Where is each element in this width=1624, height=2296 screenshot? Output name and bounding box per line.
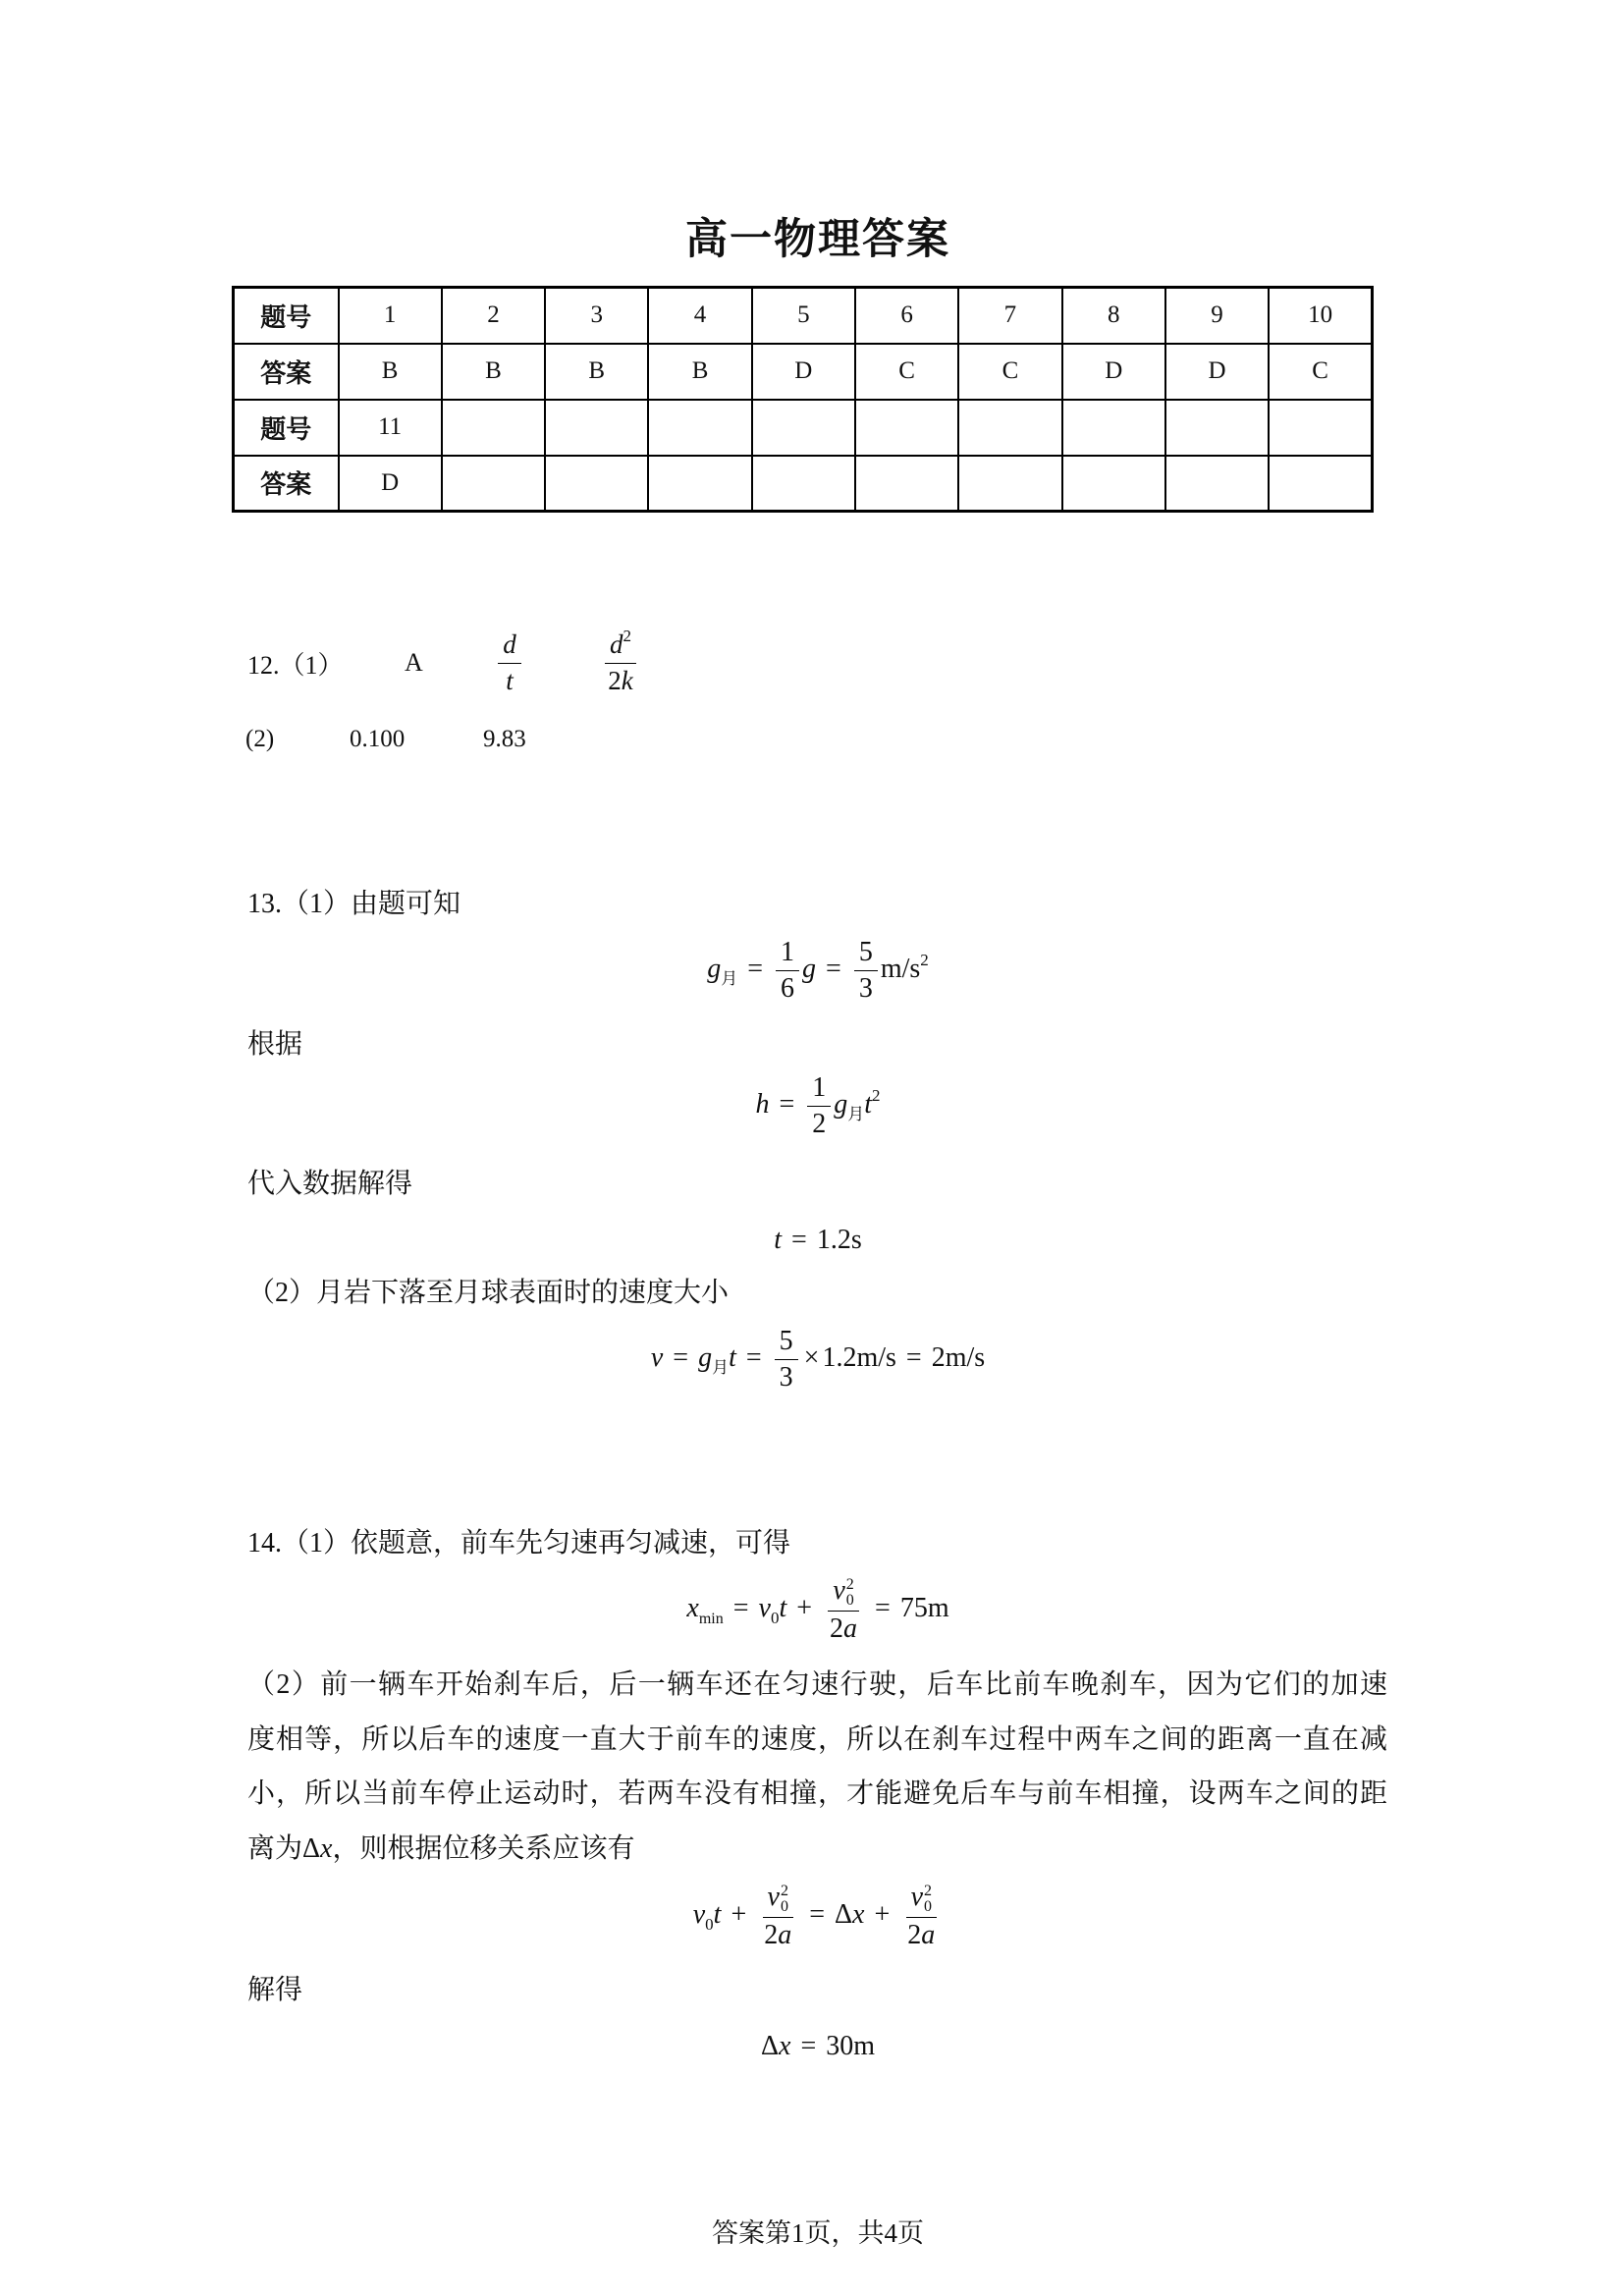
delta-symbol: Δ (835, 1899, 853, 1930)
numerator (605, 629, 636, 663)
table-cell-empty (958, 400, 1061, 456)
table-cell: D (339, 456, 442, 512)
denominator (902, 1918, 940, 1951)
equals-sign: = (779, 1089, 795, 1120)
variable-g: g (698, 1342, 713, 1373)
superscript: 2 (924, 1882, 932, 1899)
q12-value-2: 9.83 (483, 726, 526, 752)
superscript: 2 (780, 1882, 788, 1899)
coefficient: 2 (907, 1919, 922, 1950)
table-cell-empty (752, 456, 855, 512)
table-cell: C (855, 344, 958, 400)
plus-sign: + (731, 1899, 747, 1930)
q13-part2-intro: （2）月岩下落至月球表面时的速度大小 (247, 1278, 730, 1308)
value: 2m/s (931, 1342, 986, 1373)
superscript: 2 (623, 627, 631, 646)
q12-value-1: 0.100 (350, 726, 406, 752)
q12-choice: A (405, 648, 423, 677)
denominator (825, 1612, 862, 1645)
table-cell-empty (442, 456, 545, 512)
table-cell-empty (1062, 400, 1165, 456)
variable-v: v (650, 1342, 664, 1373)
variable-v: v (767, 1881, 780, 1912)
table-cell-empty (1165, 456, 1269, 512)
variable-t: t (864, 1089, 873, 1120)
table-cell: 9 (1165, 288, 1269, 344)
coefficient: 2 (608, 665, 622, 695)
variable-v: v (758, 1593, 771, 1623)
equals-sign: = (809, 1899, 826, 1930)
page-footer: 答案第1页，共4页 (712, 2218, 924, 2248)
q12-expression-1 (487, 624, 532, 702)
q14-part2-line: （2）前一辆车开始刹车后，后一辆车还在匀速行驶，后车比前车晚刹车，因为它们的加速 (247, 1669, 1387, 1700)
variable-a: a (843, 1613, 858, 1644)
numerator: 5 (775, 1326, 798, 1360)
coefficient: 2 (830, 1613, 844, 1644)
q12-expression-2 (591, 624, 650, 702)
numerator: 1 (776, 937, 799, 971)
variable-v: v (692, 1899, 706, 1930)
table-cell: 8 (1062, 288, 1165, 344)
value: 75m (899, 1593, 949, 1623)
variable-t: t (779, 1593, 787, 1623)
q14-part2-line: 小，所以当前车停止运动时，若两车没有相撞，才能避免后车与前车相撞，设两车之间的距 (247, 1778, 1387, 1809)
q13-part1-intro: 13.（1）由题可知 (247, 889, 461, 919)
q12-part2-label: (2) (245, 726, 275, 752)
q14-part2-line: 度相等，所以后车的速度一直大于前车的速度，所以在刹车过程中两车之间的距离一直在减 (247, 1724, 1387, 1755)
subscript-zero: 0 (845, 1591, 854, 1609)
table-row-question-numbers (234, 400, 1373, 456)
equals-sign: = (673, 1342, 689, 1373)
fraction (776, 937, 799, 1005)
equals-sign: = (791, 1225, 807, 1255)
equals-sign: = (745, 1342, 762, 1373)
variable-g: g (802, 954, 817, 984)
table-cell: 3 (545, 288, 648, 344)
fraction (759, 1882, 796, 1951)
fraction (603, 629, 637, 695)
table-cell-empty (545, 400, 648, 456)
row-label-question-number: 题号 (234, 400, 339, 456)
page-title: 高一物理答案 (685, 217, 950, 263)
numerator (906, 1882, 937, 1918)
scripts (924, 1884, 932, 1915)
numerator (828, 1575, 858, 1612)
variable-v: v (833, 1574, 845, 1606)
denominator (759, 1918, 796, 1951)
variable-a: a (921, 1919, 936, 1950)
equation-distance-result (0, 2002, 1624, 2091)
table-cell: D (1062, 344, 1165, 400)
equals-sign: = (800, 2031, 817, 2061)
variable-x: x (779, 2031, 791, 2061)
denominator: 2 (812, 1109, 827, 1140)
variable-k: k (621, 665, 633, 695)
variable-d: d (609, 629, 623, 660)
q14-part2-last-line (247, 1830, 634, 1869)
table-cell-empty (1269, 456, 1372, 512)
denominator (603, 664, 637, 696)
variable-t: t (729, 1342, 736, 1373)
variable-t: t (713, 1899, 722, 1930)
equation-min-distance (0, 1564, 1624, 1653)
table-cell: D (752, 344, 855, 400)
table-cell: B (648, 344, 751, 400)
equals-sign: = (826, 954, 841, 984)
subscript-moon: 月 (721, 969, 738, 988)
scripts (846, 1577, 854, 1609)
table-cell: C (1269, 344, 1372, 400)
subscript-min: min (698, 1611, 724, 1627)
table-cell: 5 (752, 288, 855, 344)
q12-part1-label: 12.（1） (247, 650, 344, 680)
table-cell-empty (648, 456, 751, 512)
table-cell: D (1165, 344, 1269, 400)
q13-text-basis: 根据 (247, 1029, 303, 1060)
superscript: 2 (872, 1086, 881, 1105)
subscript-moon: 月 (712, 1358, 730, 1377)
fraction (775, 1326, 798, 1394)
table-cell: B (545, 344, 648, 400)
table-cell: 2 (442, 288, 545, 344)
delta-symbol: Δ (302, 1833, 321, 1864)
variable-g: g (834, 1089, 848, 1120)
table-cell: 7 (958, 288, 1061, 344)
superscript: 2 (845, 1575, 854, 1593)
text: 离为 (247, 1833, 303, 1864)
table-row-question-numbers (234, 288, 1373, 344)
variable-t: t (774, 1225, 783, 1255)
equation-displacement-relation (0, 1871, 1624, 1959)
equation-moon-gravity (0, 925, 1624, 1013)
table-cell-empty (442, 400, 545, 456)
variable-x: x (852, 1899, 865, 1930)
fraction (825, 1575, 862, 1645)
table-cell: 10 (1269, 288, 1372, 344)
table-cell-empty (648, 400, 751, 456)
table-cell: 4 (648, 288, 751, 344)
table-row-answers (234, 344, 1373, 400)
variable-x: x (320, 1833, 333, 1864)
subscript-zero: 0 (780, 1897, 788, 1915)
variable-a: a (778, 1919, 792, 1950)
denominator: 3 (779, 1362, 793, 1394)
superscript: 2 (920, 951, 929, 969)
unit: m/s (880, 954, 921, 984)
q14-part1-intro: 14.（1）依题意，前车先匀速再匀减速，可得 (247, 1528, 791, 1558)
denominator: 3 (858, 973, 873, 1005)
table-cell: 1 (339, 288, 442, 344)
table-cell-empty (855, 400, 958, 456)
equals-sign: = (905, 1342, 922, 1373)
variable-h: h (755, 1089, 770, 1120)
table-cell-empty (1062, 456, 1165, 512)
denominator: 6 (781, 973, 795, 1005)
subscript-zero: 0 (770, 1609, 780, 1627)
table-cell-empty (855, 456, 958, 512)
table-cell-empty (958, 456, 1061, 512)
denominator: t (506, 665, 514, 695)
value: 30m (826, 2031, 876, 2061)
subscript-zero: 0 (705, 1915, 714, 1934)
table-cell: 11 (339, 400, 442, 456)
subscript-zero: 0 (924, 1897, 932, 1915)
table-cell: C (958, 344, 1061, 400)
table-row-answers (234, 456, 1373, 512)
plus-sign: + (874, 1899, 891, 1930)
equation-landing-speed (0, 1314, 1624, 1402)
plus-sign: + (796, 1593, 813, 1623)
variable-x: x (686, 1593, 699, 1623)
row-label-answer: 答案 (234, 344, 339, 400)
subscript-moon: 月 (847, 1105, 865, 1123)
numerator: 1 (807, 1072, 831, 1107)
fraction (498, 629, 521, 695)
row-label-answer: 答案 (234, 456, 339, 512)
equals-sign: = (732, 1593, 749, 1623)
row-label-question-number: 题号 (234, 288, 339, 344)
q13-text-substitute: 代入数据解得 (247, 1169, 413, 1199)
table-cell-empty (545, 456, 648, 512)
table-cell-empty (1269, 400, 1372, 456)
variable-g: g (707, 954, 722, 984)
equals-sign: = (747, 954, 764, 984)
value: 1.2m/s (822, 1342, 896, 1373)
fraction (902, 1882, 940, 1951)
value: 1.2s (816, 1225, 862, 1255)
table-cell-empty (752, 400, 855, 456)
variable-v: v (910, 1881, 923, 1912)
fraction (807, 1072, 831, 1140)
table-cell: B (442, 344, 545, 400)
coefficient: 2 (764, 1919, 779, 1950)
times-sign: × (803, 1342, 820, 1373)
equation-fall-height (0, 1061, 1624, 1149)
numerator: d (498, 629, 521, 663)
table-cell: 6 (855, 288, 958, 344)
fraction (854, 937, 878, 1005)
table-cell-empty (1165, 400, 1269, 456)
answer-table (232, 286, 1374, 513)
equals-sign: = (875, 1593, 891, 1623)
numerator (763, 1882, 793, 1918)
numerator: 5 (854, 937, 878, 971)
q14-text-solve: 解得 (247, 1975, 303, 2005)
delta-symbol: Δ (760, 2031, 779, 2061)
table-cell: B (339, 344, 442, 400)
equation-time-result (0, 1196, 1624, 1285)
scripts (781, 1884, 788, 1915)
text: ，则根据位移关系应该有 (332, 1833, 635, 1864)
